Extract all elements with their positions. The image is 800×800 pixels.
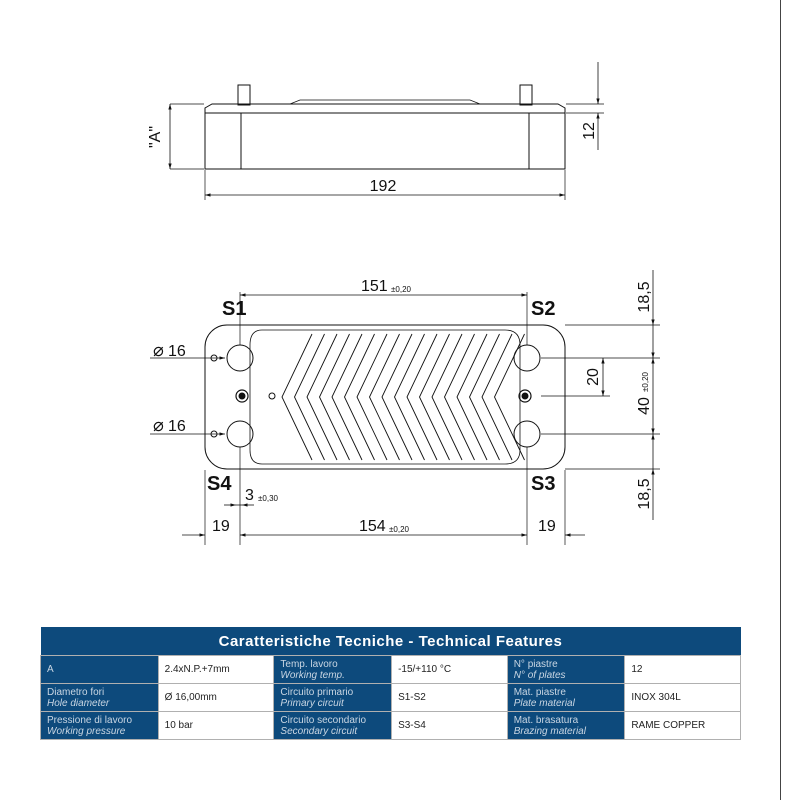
chevron-line [420,334,450,460]
port-s4-label: S4 [207,473,232,495]
spec-value: INOX 304L [625,684,741,712]
dim-thickness-label: 12 [581,122,598,140]
dim-40: 40 [636,397,653,415]
spec-value: S1-S2 [392,684,508,712]
spec-label [507,684,625,712]
spec-label [41,712,159,740]
table-row [41,656,741,684]
spec-label [507,712,625,740]
dim-width-label: 192 [369,178,397,195]
spec-label-it: Diametro fori [47,686,105,698]
dim-19-right: 19 [538,518,556,535]
spec-label [274,712,392,740]
table-title: Caratteristiche Tecniche - Technical Features [41,627,741,656]
spec-label [41,684,159,712]
chevron-line [470,334,500,460]
spec-label-en: Primary circuit [280,697,344,709]
dim-hole-top: 16 [168,343,186,360]
chevron-line [382,334,412,460]
spec-value: Ø 16,00mm [158,684,274,712]
technical-features-table [40,627,741,740]
spec-label-en: Plate material [513,697,575,709]
table-row [41,684,741,712]
dim-18-5-lower: 18,5 [636,478,653,510]
spec-value: 2.4xN.P.+7mm [158,656,274,684]
spec-label-it: Circuito primario [280,686,354,698]
spec-label-en: Secondary circuit [280,725,358,737]
spec-label-it: Mat. brasatura [513,714,579,726]
side-view-stud-right [520,85,532,105]
port-s4-hole [227,421,253,447]
port-s1-hole [227,345,253,371]
spec-value: -15/+110 °C [392,656,508,684]
spec-label-en: Working temp. [280,669,345,681]
chevron-line [370,334,400,460]
dim-151-tol: ±0,20 [391,285,411,294]
spec-value: RAME COPPER [625,712,741,740]
spec-label-it: Circuito secondario [280,714,367,726]
spec-label [274,684,392,712]
spec-label-en: Working pressure [47,725,126,737]
dim-a-label: "A" [147,125,164,149]
chevron-line [295,334,325,460]
dim-3: 3 [245,487,254,504]
chevron-line [395,334,425,460]
spec-label-it: Temp. lavoro [280,658,338,670]
chevron-line [457,334,487,460]
chevron-line [432,334,462,460]
stud-right-core [522,393,528,399]
dim-40-tol: ±0,20 [641,372,650,392]
chevron-line [332,334,362,460]
chevron-line [357,334,387,460]
table-row [41,712,741,740]
spec-value: S3-S4 [392,712,508,740]
port-s3-label: S3 [531,473,556,495]
port-s2-hole [514,345,540,371]
dim-154-tol: ±0,20 [389,525,409,534]
marker-mid-left [269,393,275,399]
chevron-line [282,334,312,460]
dim-20: 20 [585,368,602,386]
spec-label-en: Hole diameter [47,697,110,709]
plate-outline [205,325,565,469]
port-s3-hole [514,421,540,447]
chevron-line [407,334,437,460]
chevron-line [320,334,350,460]
spec-label [274,656,392,684]
dim-3-tol: ±0,30 [258,494,278,503]
spec-label-it: Mat. piastre [513,686,566,698]
dim-19-left: 19 [212,518,230,535]
side-view-top-plate [205,104,565,113]
chevron-line [307,334,337,460]
spec-label-en: Brazing material [513,725,586,737]
diameter-symbol-bottom: ⌀ [153,415,164,435]
chevron-line [445,334,475,460]
spec-label-it: N° piastre [513,658,558,670]
spec-value: 10 bar [158,712,274,740]
dim-151: 151 [361,278,388,295]
spec-label [507,656,625,684]
spec-label-it: Pressione di lavoro [47,714,133,726]
diameter-symbol-top: ⌀ [153,340,164,360]
spec-label-it: A [47,664,54,675]
spec-value: 12 [625,656,741,684]
side-view-body [205,113,565,169]
side-view-stud-left [238,85,250,105]
dim-154: 154 [359,518,386,535]
port-s2-label: S2 [531,298,556,320]
dim-18-5-upper: 18,5 [636,281,653,313]
spec-label [41,656,159,684]
spec-label-en: N° of plates [513,669,566,681]
chevron-line [345,334,375,460]
chevron-pattern [282,334,525,460]
chevron-line [482,334,512,460]
stud-left-core [239,393,245,399]
port-s1-label: S1 [222,298,247,320]
dim-hole-bottom: 16 [168,418,186,435]
side-view-ridges [290,100,480,104]
